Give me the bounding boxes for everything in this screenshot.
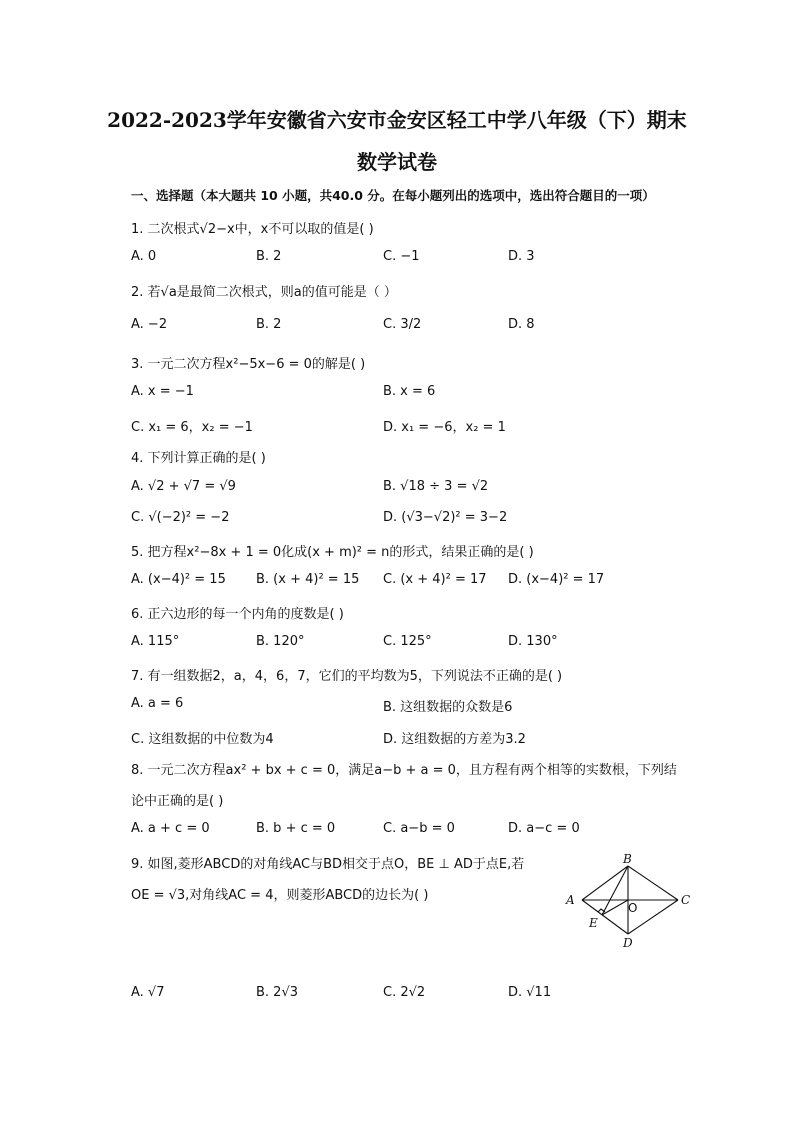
label-o: O <box>628 901 638 915</box>
q7-option-d: D. 这组数据的方差为3.2 <box>383 732 526 747</box>
rhombus-figure <box>560 852 700 948</box>
question-9-stem: 9. 如图,菱形ABCD的对角线AC与BD相交于点O，BE ⊥ AD于点E,若 <box>131 857 525 872</box>
q8-option-d: D. a−c = 0 <box>508 821 580 836</box>
page-title: 2022-2023学年安徽省六安市金安区轻工中学八年级（下）期末 <box>107 108 687 132</box>
q4-option-c: C. √(−2)² = −2 <box>131 510 230 525</box>
side-bc <box>628 866 678 900</box>
label-e: E <box>589 916 598 930</box>
q5-option-a: A. (x−4)² = 15 <box>131 572 226 587</box>
q7-option-b: B. 这组数据的众数是6 <box>383 700 513 715</box>
q9-option-a: A. √7 <box>131 985 165 1000</box>
q4-option-b: B. √18 ÷ 3 = √2 <box>383 479 489 494</box>
q7-option-c: C. 这组数据的中位数为4 <box>131 732 274 747</box>
label-d: D <box>623 936 633 948</box>
q9-option-b: B. 2√3 <box>256 985 299 1000</box>
q1-option-c: C. −1 <box>383 249 420 264</box>
q6-option-c: C. 125° <box>383 634 432 649</box>
question-7-stem: 7. 有一组数据2，a，4，6，7，它们的平均数为5，下列说法不正确的是( ) <box>131 669 563 684</box>
question-8-stem: 8. 一元二次方程ax² + bx + c = 0，满足a−b + a = 0，且方程有两个相等的实数根，下列结 <box>131 763 677 778</box>
q2-option-d: D. 8 <box>508 317 535 332</box>
q5-option-c: C. (x + 4)² = 17 <box>383 572 487 587</box>
q9-option-c: C. 2√2 <box>383 985 426 1000</box>
q3-option-a: A. x = −1 <box>131 384 194 399</box>
q8-option-b: B. b + c = 0 <box>256 821 336 836</box>
q1-option-b: B. 2 <box>256 249 282 264</box>
question-9-stem-cont: OE = √3,对角线AC = 4，则菱形ABCD的边长为( ) <box>131 888 429 903</box>
q6-option-d: D. 130° <box>508 634 558 649</box>
q4-option-d: D. (√3−√2)² = 3−2 <box>383 510 508 525</box>
q6-option-b: B. 120° <box>256 634 305 649</box>
question-3-stem: 3. 一元二次方程x²−5x−6 = 0的解是( ) <box>131 357 366 372</box>
question-8-stem-cont: 论中正确的是( ) <box>131 794 224 809</box>
q4-option-a: A. √2 + √7 = √9 <box>131 479 236 494</box>
q1-option-d: D. 3 <box>508 249 535 264</box>
q2-option-b: B. 2 <box>256 317 282 332</box>
section-heading: 一、选择题（本大题共 10 小题，共40.0 分。在每小题列出的选项中，选出符合题目的一项） <box>131 188 655 203</box>
question-1-stem: 1. 二次根式√2−x中，x不可以取的值是( ) <box>131 222 374 237</box>
q5-option-d: D. (x−4)² = 17 <box>508 572 605 587</box>
q2-option-a: A. −2 <box>131 317 168 332</box>
q7-option-a: A. a = 6 <box>131 696 184 711</box>
q1-option-a: A. 0 <box>131 249 157 264</box>
q3-option-b: B. x = 6 <box>383 384 436 399</box>
q8-option-c: C. a−b = 0 <box>383 821 455 836</box>
question-6-stem: 6. 正六边形的每一个内角的度数是( ) <box>131 607 344 622</box>
label-b: B <box>623 852 632 866</box>
question-4-stem: 4. 下列计算正确的是( ) <box>131 451 266 466</box>
q3-option-c: C. x₁ = 6，x₂ = −1 <box>131 420 253 435</box>
question-5-stem: 5. 把方程x²−8x + 1 = 0化成(x + m)² = n的形式，结果正确的是( ) <box>131 545 534 560</box>
q9-option-d: D. √11 <box>508 985 552 1000</box>
side-ab <box>582 866 628 900</box>
q5-option-b: B. (x + 4)² = 15 <box>256 572 360 587</box>
q8-option-a: A. a + c = 0 <box>131 821 210 836</box>
q3-option-d: D. x₁ = −6，x₂ = 1 <box>383 420 506 435</box>
q6-option-a: A. 115° <box>131 634 180 649</box>
label-a: A <box>566 893 575 907</box>
page-subtitle: 数学试卷 <box>357 150 437 174</box>
q2-option-c: C. 3/2 <box>383 317 422 332</box>
label-c: C <box>681 893 691 907</box>
question-2-stem: 2. 若√a是最简二次根式，则a的值可能是（ ） <box>131 285 397 300</box>
